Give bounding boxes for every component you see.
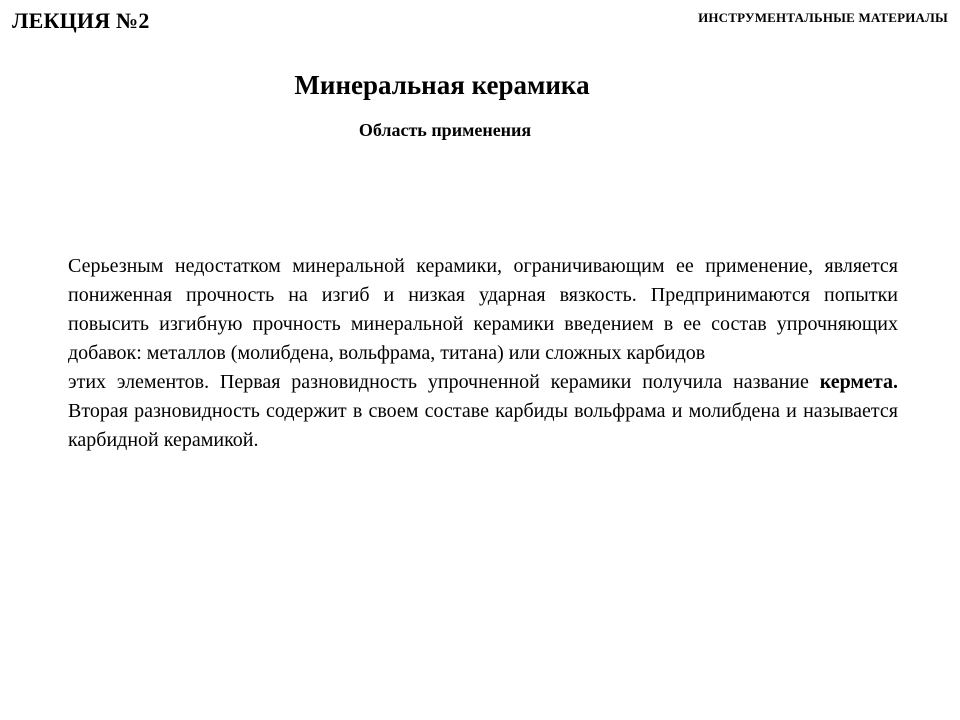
lecture-label: ЛЕКЦИЯ №2 xyxy=(12,8,150,33)
paragraph-1: Серьезным недостатком минеральной керамики, ограничивающим ее применение, является пониженная прочность на изгиб и низкая ударная вязкость. Предпринимаются попытки повысить изгибную прочность минеральной керамики введением в ее состав упрочняющих добавок: металлов (молибдена, вольфрама, титана) или сложных карбидов xyxy=(68,255,898,364)
slide-subtitle: Область применения xyxy=(358,120,532,140)
slide-title: Минеральная керамика xyxy=(294,70,590,100)
body-text xyxy=(68,252,898,455)
course-title: ИНСТРУМЕНТАЛЬНЫЕ МАТЕРИАЛЫ xyxy=(698,10,948,25)
paragraph-2-start: этих элементов. Первая разновидность упрочненной керамики получила название xyxy=(68,371,820,393)
paragraph-2-end: Вторая разновидность содержит в своем составе карбиды вольфрама и молибдена и называется карбидной керамикой. xyxy=(68,400,898,451)
paragraph-2 xyxy=(68,368,898,455)
cermet-term: кермета. xyxy=(819,371,898,393)
